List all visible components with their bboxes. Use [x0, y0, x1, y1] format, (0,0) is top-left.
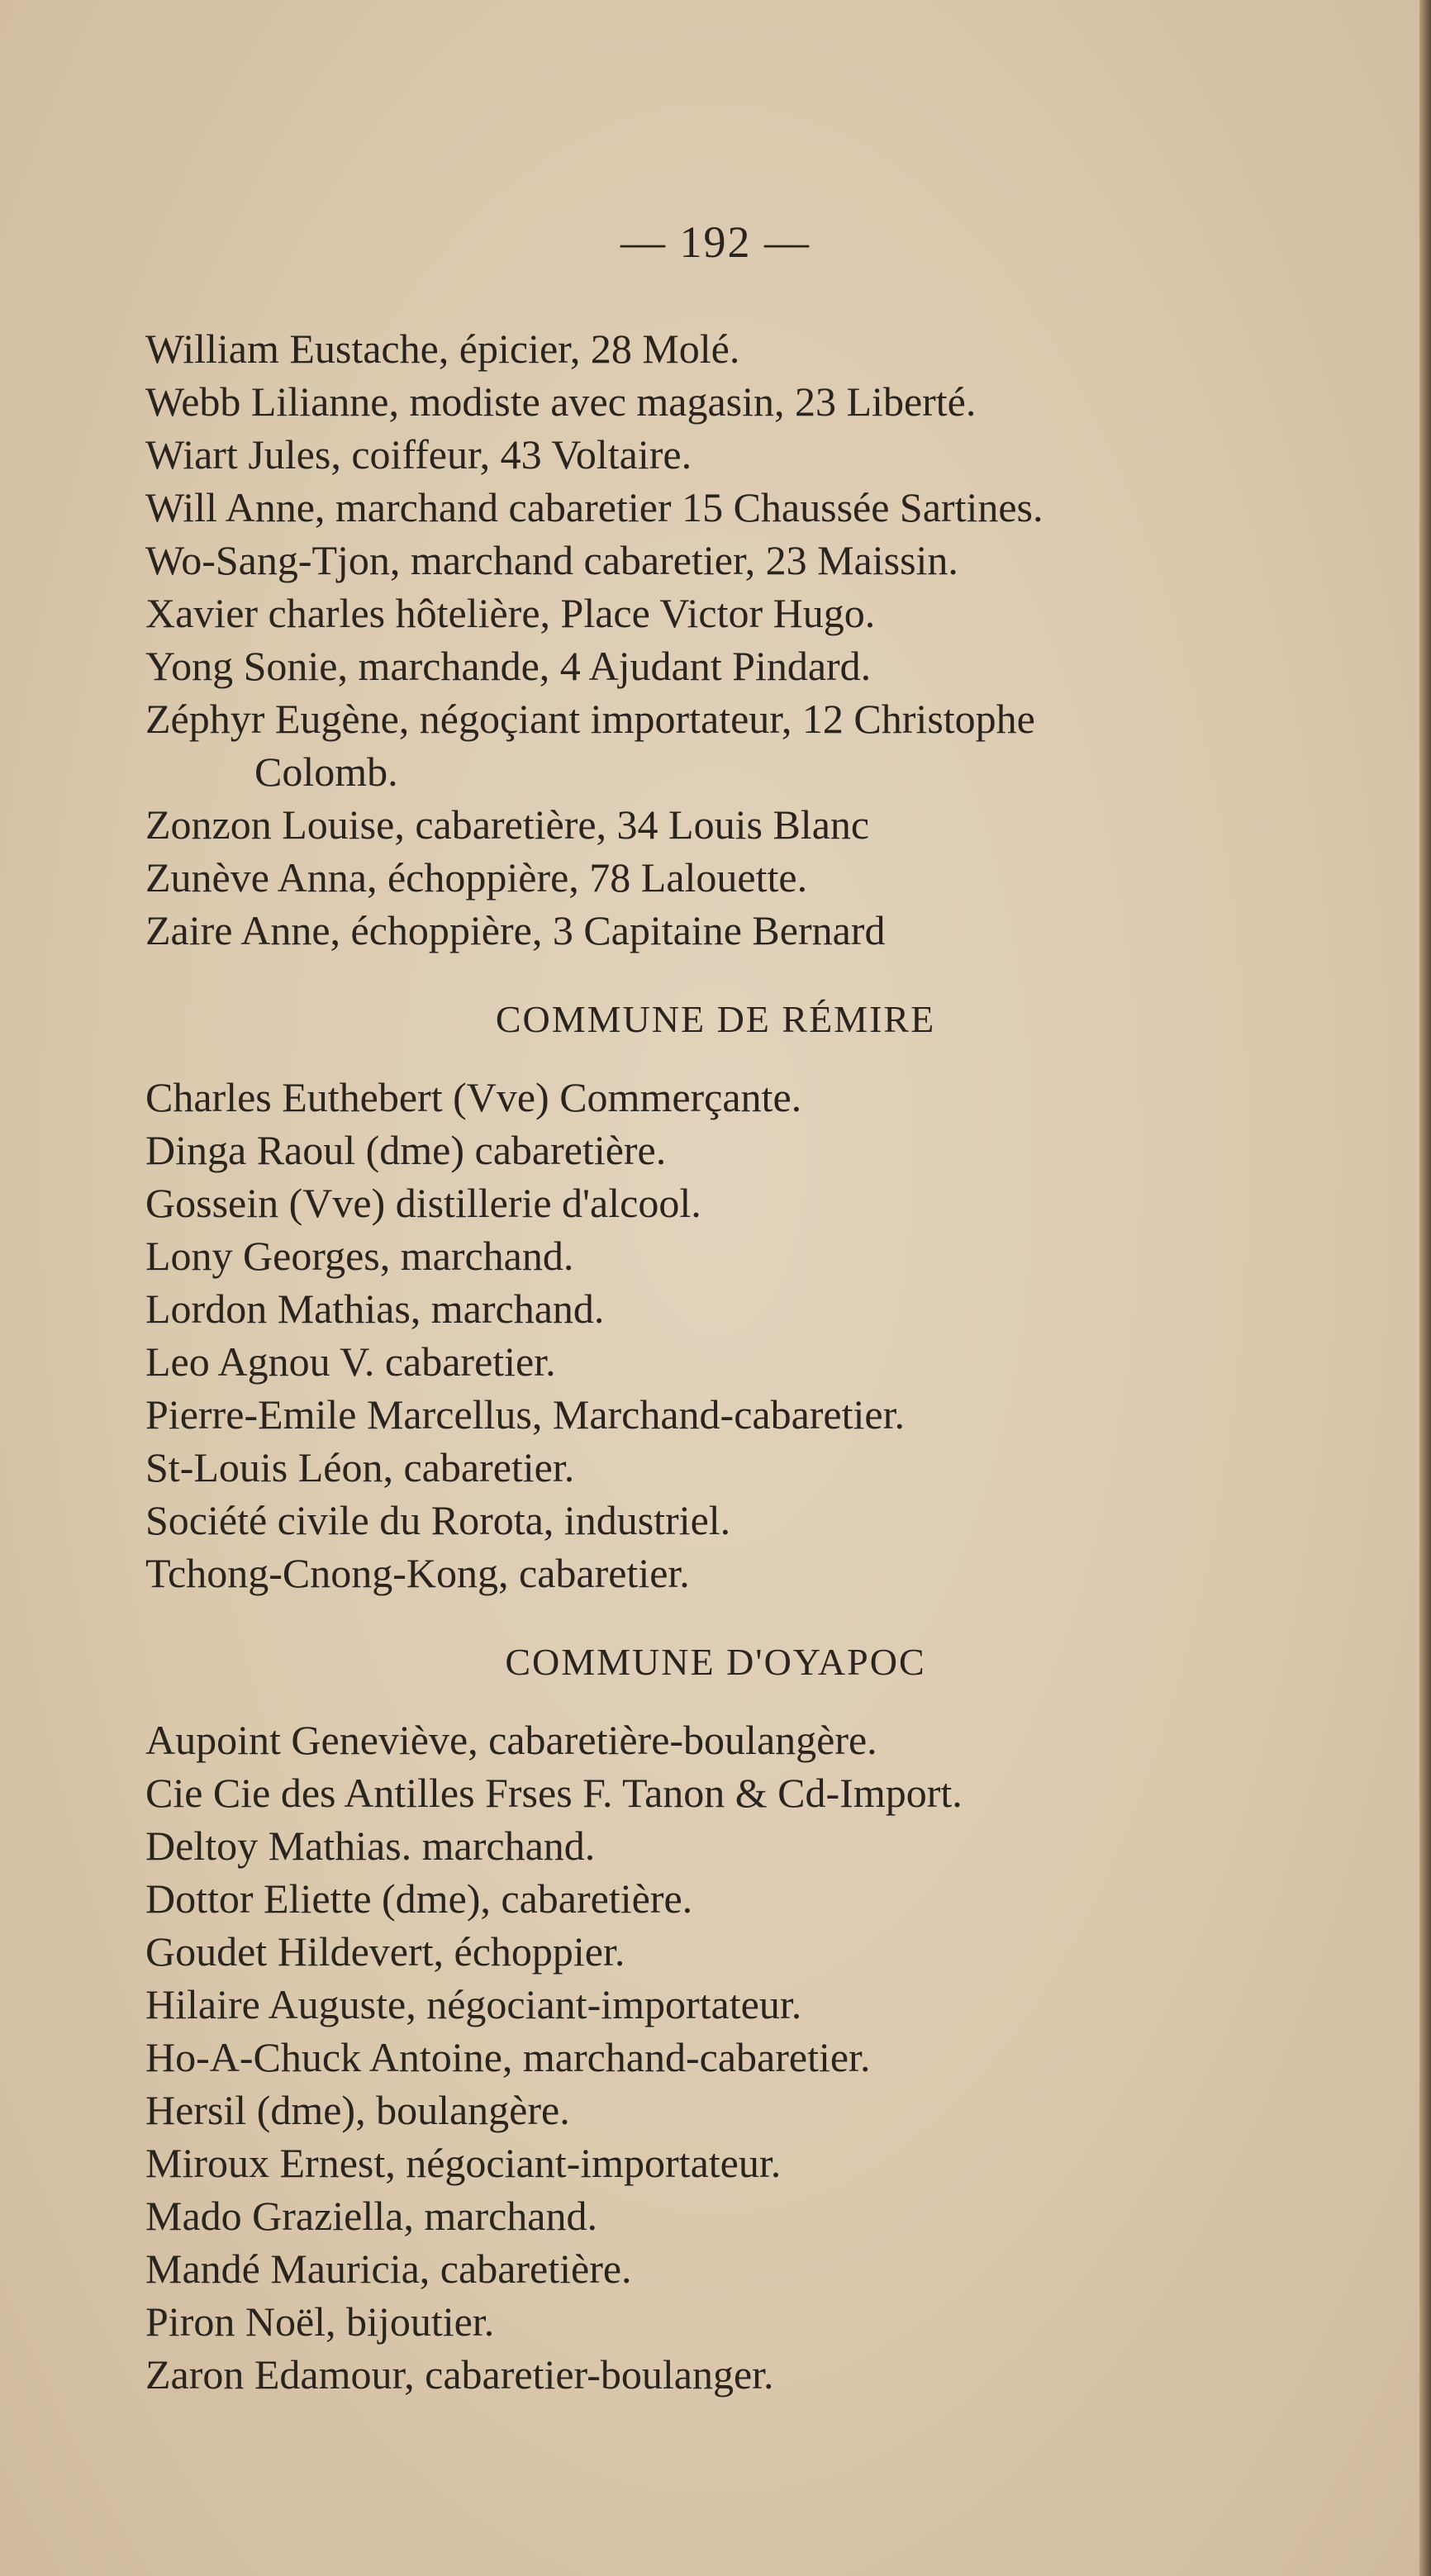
entries-list-oyapoc [145, 1713, 1385, 2401]
list-item: Deltoy Mathias. marchand. [145, 1823, 596, 1869]
list-item: Leo Agnou V. cabaretier. [145, 1338, 556, 1385]
list-item: Ho-A-Chuck Antoine, marchand-cabaretier. [145, 2034, 871, 2080]
list-item: Will Anne, marchand cabaretier 15 Chaussée Sartines. [145, 484, 1044, 530]
list-item: Aupoint Geneviève, cabaretière-boulangère. [145, 1717, 877, 1763]
list-item: Zaron Edamour, cabaretier-boulanger. [145, 2351, 774, 2398]
list-item: Goudet Hildevert, échoppier. [145, 1928, 625, 1975]
entries-list-remire [145, 1071, 1385, 1599]
list-item: Wiart Jules, coiffeur, 43 Voltaire. [145, 431, 692, 478]
list-item: Société civile du Rorota, industriel. [145, 1497, 731, 1543]
list-item: Zonzon Louise, cabaretière, 34 Louis Blanc [145, 801, 870, 848]
list-item: Wo-Sang-Tjon, marchand cabaretier, 23 Maissin. [145, 537, 958, 583]
entries-list-1 [145, 322, 1385, 957]
page-content [145, 322, 1385, 2401]
list-item: William Eustache, épicier, 28 Molé. [145, 326, 740, 372]
list-item: Zéphyr Eugène, négoçiant importateur, 12 Christophe [145, 696, 1035, 742]
list-item: Gossein (Vve) distillerie d'alcool. [145, 1180, 701, 1226]
list-item: Zaire Anne, échoppière, 3 Capitaine Bernard [145, 907, 886, 953]
list-item: Webb Lilianne, modiste avec magasin, 23 Liberté. [145, 378, 977, 425]
list-item: Mado Graziella, marchand. [145, 2193, 597, 2239]
section-title-remire: COMMUNE DE RÉMIRE [495, 998, 936, 1040]
list-item: Cie Cie des Antilles Frses F. Tanon & Cd-Import. [145, 1770, 963, 1816]
list-item: Zunève Anna, échoppière, 78 Lalouette. [145, 854, 808, 901]
list-item: Mandé Mauricia, cabaretière. [145, 2246, 632, 2292]
page-number: — 192 — [620, 217, 811, 267]
section-title-oyapoc: COMMUNE D'OYAPOC [505, 1641, 926, 1683]
list-item: Charles Euthebert (Vve) Commerçante. [145, 1074, 802, 1120]
list-item: St-Louis Léon, cabaretier. [145, 1444, 575, 1490]
page-edge-shadow [1419, 0, 1431, 2576]
list-item: Hersil (dme), boulangère. [145, 2087, 570, 2133]
list-item: Hilaire Auguste, négociant-importateur. [145, 1981, 802, 2027]
list-item: Tchong-Cnong-Kong, cabaretier. [145, 1550, 690, 1596]
list-item: Lony Georges, marchand. [145, 1233, 574, 1279]
list-item: Piron Noël, bijoutier. [145, 2298, 495, 2345]
list-item: Xavier charles hôtelière, Place Victor Hugo. [145, 590, 876, 636]
list-item: Dinga Raoul (dme) cabaretière. [145, 1127, 667, 1173]
list-item: Miroux Ernest, négociant-importateur. [145, 2140, 782, 2186]
list-item: Lordon Mathias, marchand. [145, 1286, 605, 1332]
list-item-continuation: Colomb. [254, 749, 398, 795]
list-item: Dottor Eliette (dme), cabaretière. [145, 1875, 693, 1922]
list-item: Yong Sonie, marchande, 4 Ajudant Pindard. [145, 643, 872, 689]
list-item: Pierre-Emile Marcellus, Marchand-cabaretier. [145, 1391, 905, 1438]
